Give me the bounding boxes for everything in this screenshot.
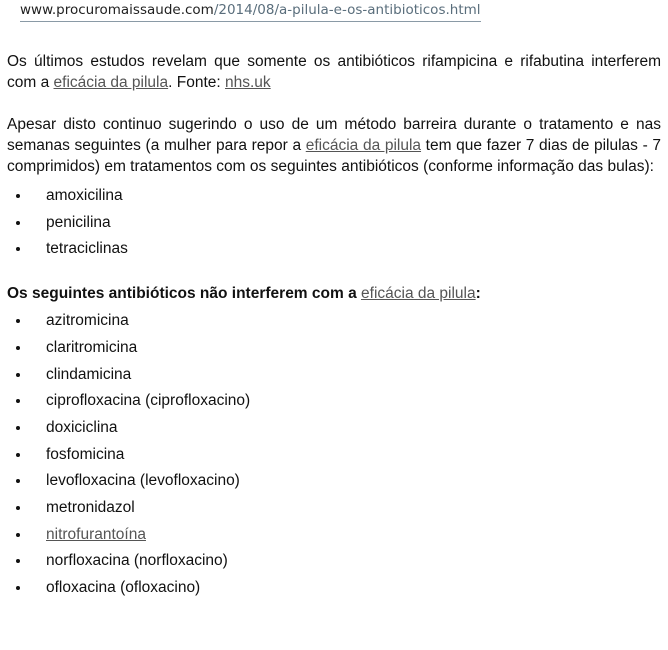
list-item: • doxiciclina	[31, 415, 661, 442]
paragraph-text: Os últimos estudos revelam que somente os antibióticos rifampicina e rifabutina interferem com a	[7, 53, 661, 91]
list-item: • ofloxacina (ofloxacino)	[31, 575, 661, 602]
non-interfering-heading	[7, 283, 661, 304]
heading-text: Os seguintes antibióticos não interferem com a	[7, 285, 362, 303]
nitrofurantoina-link[interactable]: nitrofurantoína	[46, 525, 146, 543]
eficacia-link[interactable]: eficácia da pilula	[361, 285, 476, 303]
paragraph-text: tem que fazer 7 dias de pilulas - 7 comprimidos) em tratamentos com os seguintes antibióticos (conforme informação das bulas):	[7, 137, 661, 175]
nhs-uk-link[interactable]: nhs.uk	[225, 74, 271, 91]
paragraph-recommendation	[7, 114, 661, 177]
source-url[interactable]	[20, 2, 481, 22]
list-item: • tetraciclinas	[31, 236, 661, 263]
list-item: • levofloxacina (levofloxacino)	[31, 468, 661, 495]
list-item: • fosfomicina	[31, 442, 661, 469]
url-path: /2014/08/a-pilula-e-os-antibioticos.html	[213, 2, 481, 18]
article-content	[7, 51, 661, 602]
list-item: • amoxicilina	[31, 183, 661, 210]
list-item: • azitromicina	[31, 308, 661, 335]
paragraph-studies	[7, 51, 661, 93]
paragraph-text: . Fonte:	[168, 74, 225, 91]
eficacia-link[interactable]: eficácia da pilula	[53, 74, 169, 91]
list-item: • claritromicina	[31, 335, 661, 362]
non-interfering-antibiotics-list	[7, 308, 661, 602]
interfering-antibiotics-list	[7, 183, 661, 263]
url-domain: www.procuromaissaude.com	[20, 2, 214, 18]
list-item: • norfloxacina (norfloxacino)	[31, 548, 661, 575]
list-item: • penicilina	[31, 210, 661, 237]
paragraph-text: Apesar disto continuo sugerindo o uso de um método barreira durante o tratamento e nas semanas seguintes (a mulher para repor a	[7, 116, 661, 154]
list-item: • metronidazol	[31, 495, 661, 522]
eficacia-link[interactable]: eficácia da pilula	[305, 137, 422, 154]
list-item: • ciprofloxacina (ciprofloxacino)	[31, 388, 661, 415]
list-item-link	[31, 522, 661, 549]
list-item: • clindamicina	[31, 362, 661, 389]
heading-suffix: :	[475, 285, 481, 303]
